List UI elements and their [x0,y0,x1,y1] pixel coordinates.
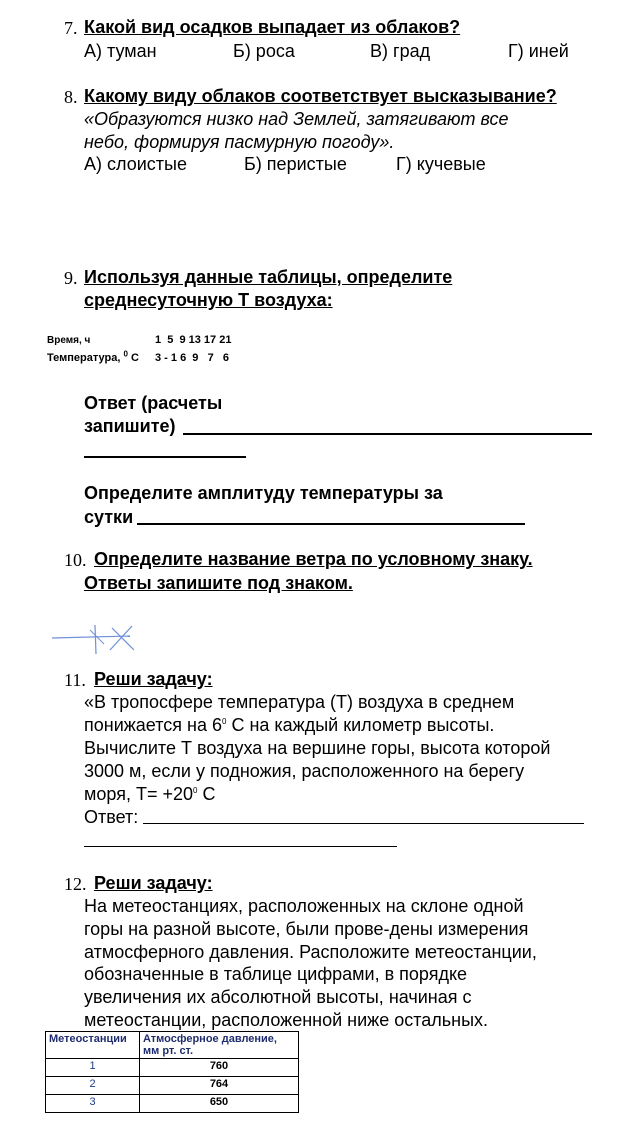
q9-title-line2: среднесуточную Т воздуха: [84,290,333,310]
q11-line2 [84,714,494,737]
q8-quote-line1: «Образуются низко над Землей, затягивают все [84,109,509,129]
q8-option-b: Б) перистые [244,154,347,174]
q8-quote-line2: небо, формируя пасмурную погоду». [84,132,395,152]
amplitude-blank[interactable] [137,523,525,525]
q8-option-a: А) слоистые [84,154,187,174]
amplitude-line1: Определите амплитуду температуры за [84,483,443,503]
q9-number: 9. [64,268,78,288]
q12-line4: обозначенные в таблице цифрами, в порядке [84,964,468,984]
station-cell: 2 [46,1077,140,1095]
q11-degree-1: 0 [221,717,227,726]
time-values: 1 5 9 13 17 21 [155,334,232,346]
table-row [46,1095,299,1113]
answer-calc-blank-2[interactable] [84,456,246,458]
q11-degree-2: 0 [192,786,198,795]
q8-option-d: Г) кучевые [396,154,486,174]
q12-number: 12. [64,874,87,894]
q7-option-d: Г) иней [508,41,569,61]
temp-unit: С [130,352,139,364]
q12-line3: атмосферного давления. Расположите метеостанции, [84,942,537,962]
q11-line5-end: С [197,784,216,804]
q11-line4: 3000 м, если у подножия, расположенного на берегу [84,761,525,781]
temp-label [47,349,139,364]
table-row [46,1077,299,1095]
q8-number: 8. [64,87,78,107]
q11-line2-start: понижается на 6 [84,715,222,735]
q11-line1: «В тропосфере температура (Т) воздуха в среднем [84,692,515,712]
q10-title-line2: Ответы запишите под знаком. [84,573,353,593]
q12-line1: На метеостанциях, расположенных на склоне одной [84,896,524,916]
table-header-pressure [140,1032,299,1059]
q7-option-a: А) туман [84,41,157,61]
q7-number: 7. [64,18,78,38]
q10-title-line1: Определите название ветра по условному знаку. [94,549,533,569]
q11-answer-label: Ответ: [84,807,139,827]
amplitude-line2: сутки [84,507,134,527]
q12-title: Реши задачу: [94,873,213,893]
q11-line2-end: С на каждый километр высоты. [226,715,495,735]
q11-answer-blank-2[interactable] [84,846,397,847]
pressure-cell: 760 [140,1059,299,1077]
q7-option-c: В) град [370,41,431,61]
table-header-pressure-line1: Атмосферное давление, [143,1033,277,1045]
station-cell: 3 [46,1095,140,1113]
meteostations-table [45,1031,299,1113]
q11-line3: Вычислите Т воздуха на вершине горы, высота которой [84,738,551,758]
q7-title: Какой вид осадков выпадает из облаков? [84,17,461,37]
q8-title: Какому виду облаков соответствует высказывание? [84,86,557,106]
time-label: Время, ч [47,335,91,346]
q10-number: 10. [64,550,87,570]
temp-values: 3 - 1 6 9 7 6 [155,352,229,364]
q11-line5-start: моря, Т= +20 [84,784,193,804]
station-cell: 1 [46,1059,140,1077]
temp-degree: 0 [123,349,128,359]
q11-title: Реши задачу: [94,669,213,689]
table-header-station: Метеостанции [46,1032,140,1059]
q11-number: 11. [64,670,86,690]
q11-line5 [84,783,215,806]
q9-title-line1: Используя данные таблицы, определите [84,267,453,287]
wind-symbol-icon [50,622,134,656]
answer-calc-blank-1[interactable] [183,433,592,435]
q12-line6: метеостанции, расположенной ниже остальных. [84,1010,489,1030]
answer-calc-line1: Ответ (расчеты [84,393,223,413]
pressure-cell: 650 [140,1095,299,1113]
table-row [46,1059,299,1077]
q12-line2: горы на разной высоте, были прове-дены измерения [84,919,529,939]
q11-answer-blank-1[interactable] [143,823,584,824]
pressure-cell: 764 [140,1077,299,1095]
answer-calc-line2: запишите) [84,416,176,436]
q7-option-b: Б) роса [233,41,295,61]
temp-label-text: Температура, [47,352,124,364]
table-header-row [46,1032,299,1059]
table-header-pressure-line2: мм рт. ст. [143,1045,194,1057]
q12-line5: увеличения их абсолютной высоты, начиная с [84,987,472,1007]
